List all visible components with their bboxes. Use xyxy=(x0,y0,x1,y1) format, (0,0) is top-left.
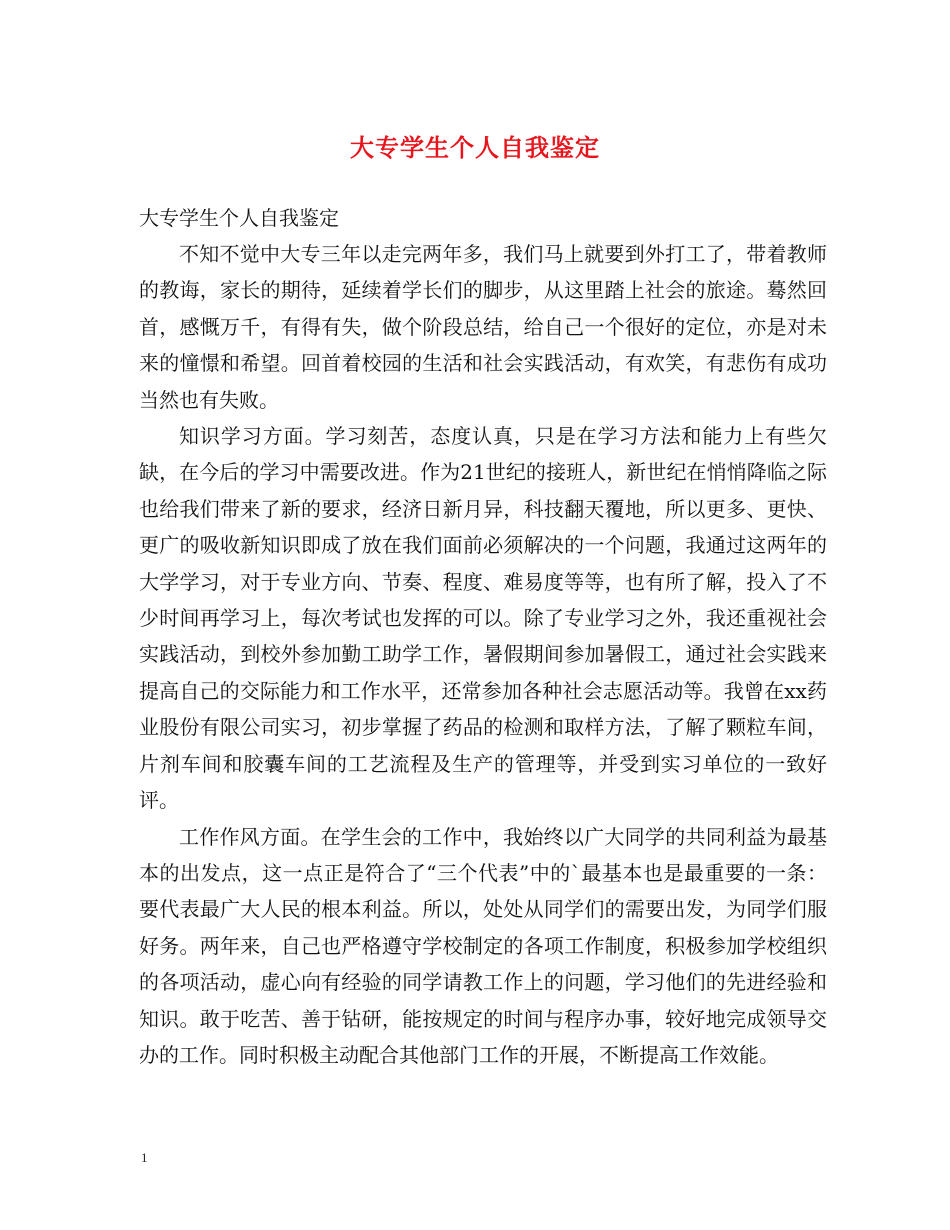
document-subtitle: 大专学生个人自我鉴定 xyxy=(139,206,339,230)
paragraph-study: 知识学习方面。学习刻苦，态度认真，只是在学习方法和能力上有些欠缺，在今后的学习中需要改进。作为21世纪的接班人，新世纪在悄悄降临之际也给我们带来了新的要求，经济日新月异，科技翻天覆地，所以更多、更快、更广的吸收新知识即成了放在我们面前必须解决的一个问题，我通过这两年的大学学习，对于专业方向、节奏、程度、难易度等等，也有所了解，投入了不少时间再学习上，每次考试也发挥的可以。除了专业学习之外，我还重视社会实践活动，到校外参加勤工助学工作，暑假期间参加暑假工，通过社会实践来提高自己的交际能力和工作水平，还常参加各种社会志愿活动等。我曾在xx药业股份有限公司实习，初步掌握了药品的检测和取样方法，了解了颗粒车间，片剂车间和胶囊车间的工艺流程及生产的管理等，并受到实习单位的一致好评。 xyxy=(139,424,827,813)
paragraph-work-style: 工作作风方面。在学生会的工作中，我始终以广大同学的共同利益为最基本的出发点，这一点正是符合了“三个代表”中的`最基本也是最重要的一条：要代表最广大人民的根本利益。所以，处处从同学们的需要出发，为同学们服好务。两年来，自己也严格遵守学校制定的各项工作制度，积极参加学校组织的各项活动，虚心向有经验的同学请教工作上的问题，学习他们的先进经验和知识。敢于吃苦、善于钻研，能按规定的时间与程序办事，较好地完成领导交办的工作。同时积极主动配合其他部门工作的开展，不断提高工作效能。 xyxy=(139,824,827,1067)
document-body xyxy=(139,200,827,1073)
page-number: 1 xyxy=(141,1150,148,1165)
paragraph-intro: 不知不觉中大专三年以走完两年多，我们马上就要到外打工了，带着教师的教诲，家长的期待，延续着学长们的脚步，从这里踏上社会的旅途。蓦然回首，感慨万千，有得有失，做个阶段总结，给自己一个很好的定位，亦是对未来的憧憬和希望。回首着校园的生活和社会实践活动，有欢笑，有悲伤有成功当然也有失败。 xyxy=(139,242,827,412)
page-title: 大专学生个人自我鉴定 xyxy=(350,133,600,162)
